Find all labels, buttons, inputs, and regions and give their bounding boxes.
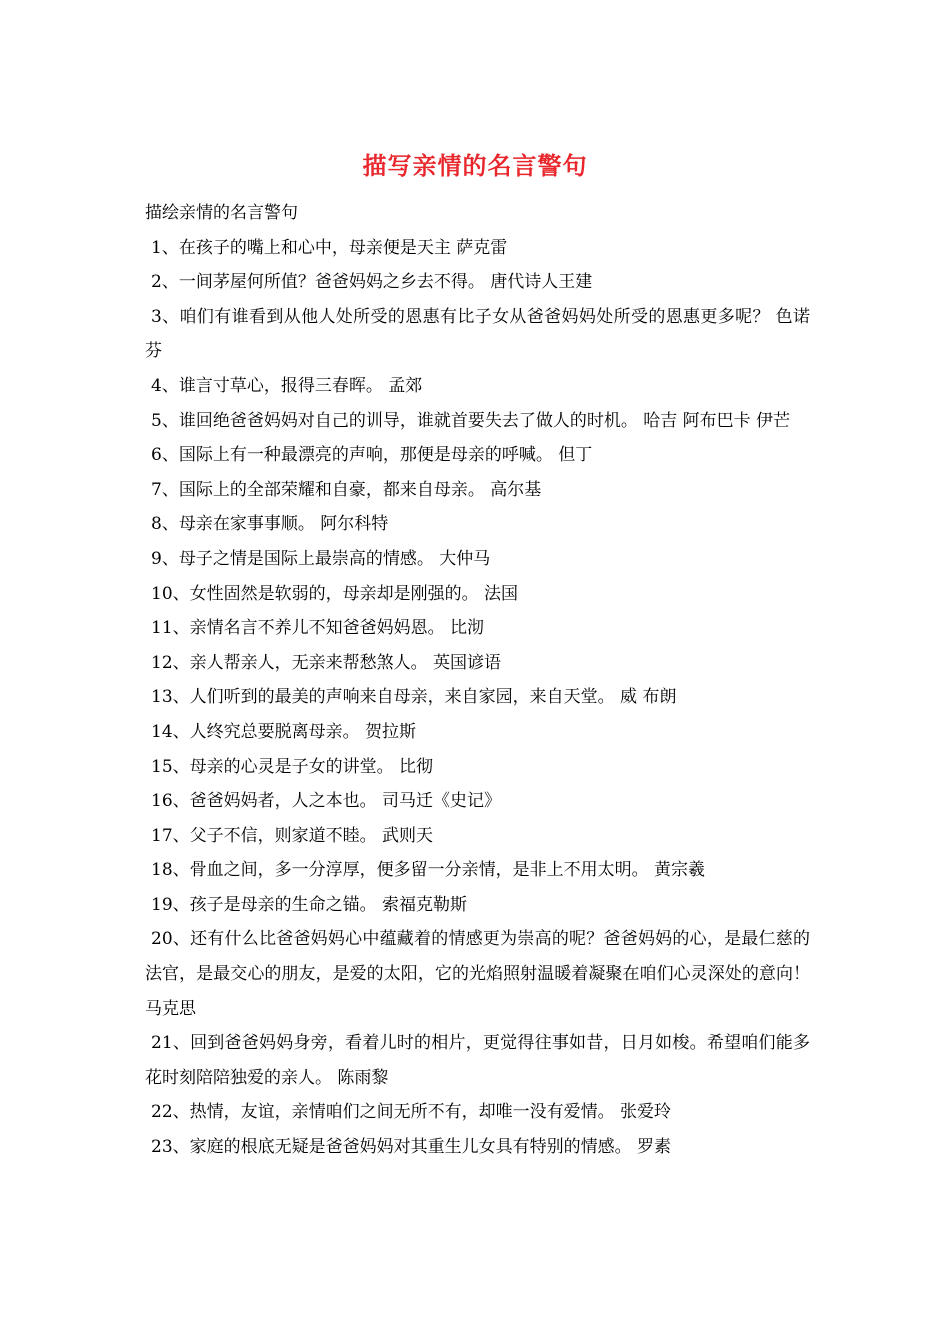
document-subtitle: 描绘亲情的名言警句 [145,203,298,223]
quote-item: 13、人们听到的最美的声响来自母亲，来自家园，来自天堂。 威 布朗 [151,687,677,708]
quote-item: 2、一间茅屋何所值？爸爸妈妈之乡去不得。 唐代诗人王建 [151,272,593,293]
quote-item: 5、谁回绝爸爸妈妈对自己的训导，谁就首要失去了做人的时机。 哈吉 阿布巴卡 伊芒 [151,410,791,431]
quote-item: 21、回到爸爸妈妈身旁，看着儿时的相片，更觉得往事如昔，日月如梭。希望咱们能多花时刻陪陪独爱的亲人。 陈雨黎 [145,1033,810,1088]
quote-item: 4、谁言寸草心，报得三春晖。 孟郊 [151,375,423,396]
quote-item: 15、母亲的心灵是子女的讲堂。 比彻 [151,756,434,777]
quote-item: 18、骨血之间，多一分淳厚，便多留一分亲情，是非上不用太明。 黄宗羲 [151,860,706,881]
quote-item: 9、母子之情是国际上最崇高的情感。 大仲马 [151,548,491,569]
document-body [145,196,810,1165]
quote-item: 8、母亲在家事事顺。 阿尔科特 [151,514,389,535]
quote-item: 1、在孩子的嘴上和心中，母亲便是天主 萨克雷 [151,237,508,258]
quote-item: 14、人终究总要脱离母亲。 贺拉斯 [151,721,417,742]
quote-item: 22、热情，友谊，亲情咱们之间无所不有，却唯一没有爱情。 张爱玲 [151,1102,672,1123]
quote-item: 12、亲人帮亲人，无亲来帮愁煞人。 英国谚语 [151,652,502,673]
quote-item: 11、亲情名言不养儿不知爸爸妈妈恩。 比沏 [151,618,485,639]
quote-item: 20、还有什么比爸爸妈妈心中蕴藏着的情感更为崇高的呢？爸爸妈妈的心，是最仁慈的法官，是最交心的朋友，是爱的太阳，它的光焰照射温暖着凝聚在咱们心灵深处的意向！ 马克思 [145,929,810,1019]
quote-item: 10、女性固然是软弱的，母亲却是刚强的。 法国 [151,583,519,604]
quote-item: 19、孩子是母亲的生命之锚。 索福克勒斯 [151,894,468,915]
quote-item: 17、父子不信，则家道不睦。 武则天 [151,825,434,846]
quote-item: 23、家庭的根底无疑是爸爸妈妈对其重生儿女具有特别的情感。 罗素 [151,1137,672,1158]
quote-item: 16、爸爸妈妈者，人之本也。 司马迁《史记》 [151,791,502,812]
quote-item: 6、国际上有一种最漂亮的声响，那便是母亲的呼喊。 但丁 [151,445,593,466]
quote-item: 7、国际上的全部荣耀和自豪，都来自母亲。 高尔基 [151,479,542,500]
quote-item: 3、咱们有谁看到从他人处所受的恩惠有比子女从爸爸妈妈处所受的恩惠更多呢？ 色诺芬 [145,306,810,362]
page-title: 描写亲情的名言警句 [362,151,588,180]
